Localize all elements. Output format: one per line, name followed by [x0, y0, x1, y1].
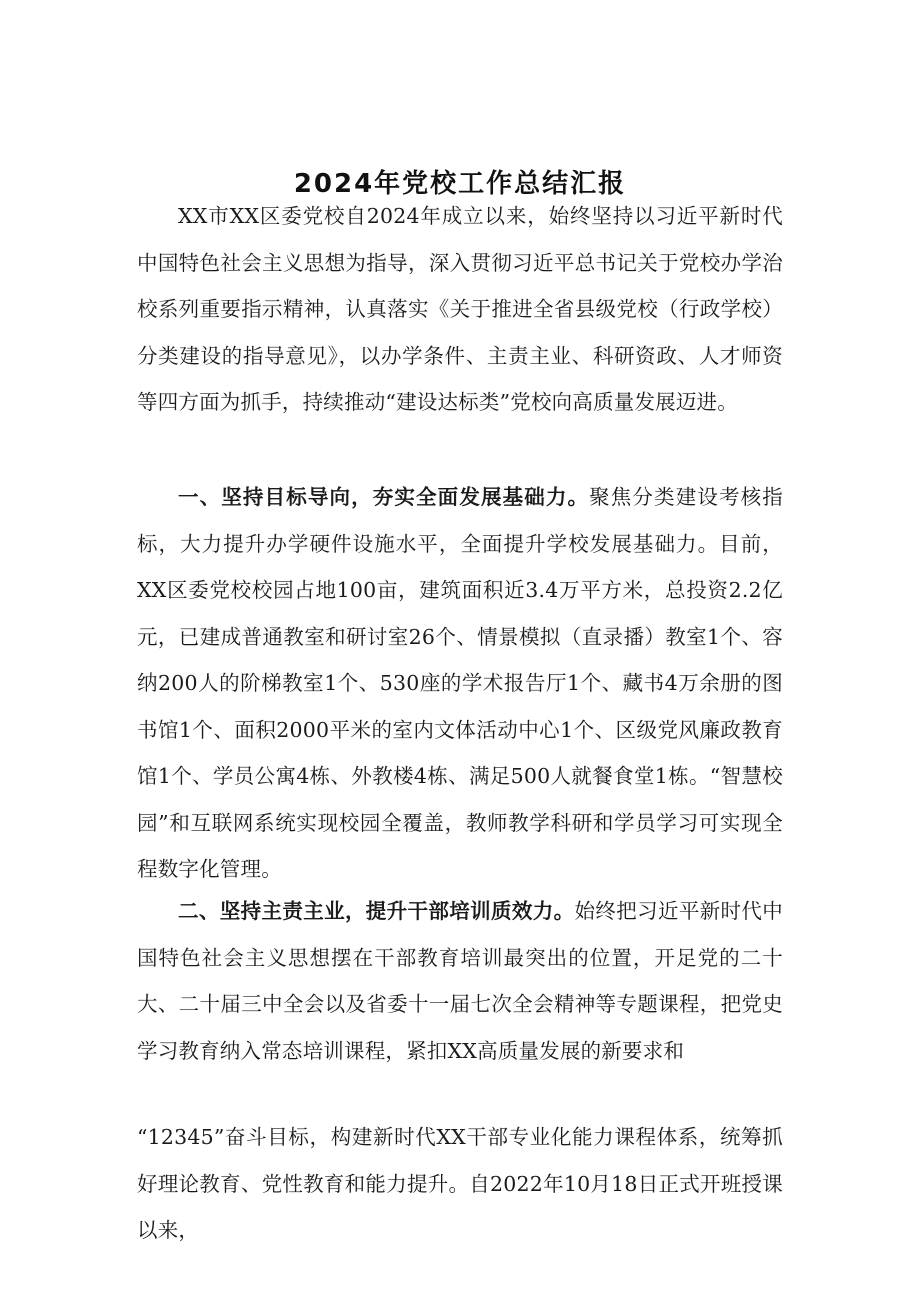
- paragraph-section-2: [137, 888, 783, 1074]
- paragraph-text: 聚焦分类建设考核指标，大力提升办学硬件设施水平，全面提升学校发展基础力。目前，XX区委党校校园占地100亩，建筑面积近3.4万平方米，总投资2.2亿元，已建成普通教室和研讨室26个、情景模拟（直录播）教室1个、容纳200人的阶梯教室1个、530座的学术报告厅1个、藏书4万余册的图书馆1个、面积2000平米的室内文体活动中心1个、区级党风廉政教育馆1个、学员公寓4栋、外教楼4栋、满足500人就餐食堂1栋。“智慧校园”和互联网系统实现校园全覆盖，教师教学科研和学员学习可实现全程数字化管理。: [137, 485, 783, 881]
- paragraph-intro: [137, 193, 783, 426]
- paragraph-continuation: [137, 1114, 783, 1254]
- section-heading: 一、坚持目标导向，夯实全面发展基础力。: [178, 485, 590, 509]
- section-heading: 二、坚持主责主业，提升干部培训质效力。: [178, 899, 575, 923]
- document-title: 2024年党校工作总结汇报: [293, 169, 627, 200]
- paragraph-text: 始终把习近平新时代中国特色社会主义思想摆在干部教育培训最突出的位置，开足党的二十大、二十届三中全会以及省委十一届七次全会精神等专题课程，把党史学习教育纳入常态培训课程，紧扣XX高质量发展的新要求和: [137, 899, 783, 1063]
- paragraph-text: XX市XX区委党校自2024年成立以来，始终坚持以习近平新时代中国特色社会主义思想为指导，深入贯彻习近平总书记关于党校办学治校系列重要指示精神，认真落实《关于推进全省县级党校（行政学校）分类建设的指导意见》，以办学条件、主责主业、科研资政、人才师资等四方面为抓手，持续推动“建设达标类”党校向高质量发展迈进。: [137, 204, 783, 414]
- paragraph-text: “12345”奋斗目标，构建新时代XX干部专业化能力课程体系，统筹抓好理论教育、党性教育和能力提升。自2022年10月18日正式开班授课以来，: [137, 1125, 783, 1242]
- paragraph-section-1: [137, 474, 783, 893]
